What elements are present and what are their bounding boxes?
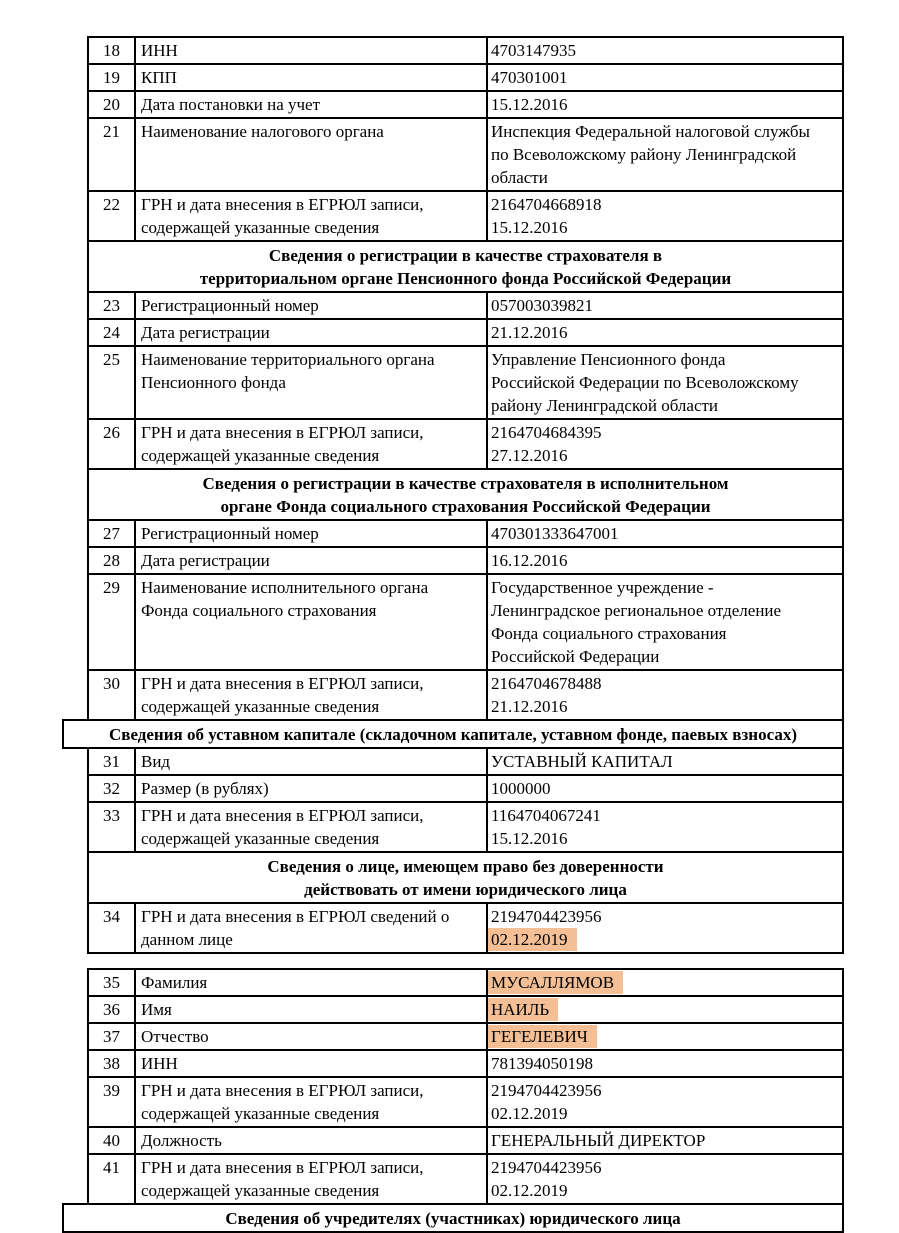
field-name-line: Размер (в рублях) [141, 779, 269, 798]
field-name-cell [136, 320, 488, 345]
value-cell [488, 776, 842, 801]
value-line: 470301001 [491, 68, 568, 87]
value-cell [488, 1024, 842, 1049]
section-header [62, 719, 844, 749]
value-line: 2164704668918 [491, 195, 602, 214]
field-name-line: КПП [141, 68, 177, 87]
row-number-cell: 23 [89, 293, 136, 318]
row-number-cell: 31 [89, 749, 136, 774]
table-section [87, 749, 844, 853]
value-line [491, 1025, 839, 1048]
value-cell [488, 119, 842, 190]
table-row [89, 997, 842, 1024]
value-line: 27.12.2016 [491, 446, 568, 465]
value-line: 15.12.2016 [491, 218, 568, 237]
table-row [89, 671, 842, 721]
table-row [89, 776, 842, 803]
section-header [87, 853, 844, 904]
field-name-line: ГРН и дата внесения в ЕГРЮЛ записи, [141, 1158, 424, 1177]
value-cell [488, 1155, 842, 1203]
row-number-cell: 26 [89, 420, 136, 468]
row-number-cell: 21 [89, 119, 136, 190]
table-row [89, 548, 842, 575]
row-number-cell: 33 [89, 803, 136, 851]
field-name-cell [136, 671, 488, 719]
value-line: области [491, 168, 548, 187]
field-name-cell [136, 749, 488, 774]
row-number-cell: 36 [89, 997, 136, 1022]
field-name-cell [136, 521, 488, 546]
field-name-line: ГРН и дата внесения в ЕГРЮЛ записи, [141, 674, 424, 693]
value-cell [488, 65, 842, 90]
value-line: 2194704423956 [491, 1081, 602, 1100]
field-name-line: ГРН и дата внесения в ЕГРЮЛ записи, [141, 806, 424, 825]
field-name-cell [136, 293, 488, 318]
field-name-line: Регистрационный номер [141, 296, 319, 315]
value-line: 470301333647001 [491, 524, 619, 543]
section-header-line: Сведения о регистрации в качестве страхователя в [268, 246, 663, 265]
field-name-cell [136, 92, 488, 117]
field-name-line: содержащей указанные сведения [141, 218, 380, 237]
field-name-cell [136, 65, 488, 90]
row-number-cell: 18 [89, 38, 136, 63]
value-cell [488, 575, 842, 669]
value-line: Инспекция Федеральной налоговой службы [491, 122, 810, 141]
table-row [89, 65, 842, 92]
highlighted-value: НАИЛЬ [488, 998, 558, 1021]
row-number-cell: 20 [89, 92, 136, 117]
value-cell [488, 548, 842, 573]
table-row [89, 749, 842, 776]
field-name-line: ГРН и дата внесения в ЕГРЮЛ записи, [141, 423, 424, 442]
field-name-line: ГРН и дата внесения в ЕГРЮЛ сведений о [141, 907, 450, 926]
value-line: 21.12.2016 [491, 697, 568, 716]
table-row [89, 1155, 842, 1205]
field-name-cell [136, 803, 488, 851]
value-line: 057003039821 [491, 296, 593, 315]
field-name-cell [136, 1024, 488, 1049]
value-line: 02.12.2019 [491, 1104, 568, 1123]
field-name-line: содержащей указанные сведения [141, 829, 380, 848]
value-line: 2164704678488 [491, 674, 602, 693]
table-row [89, 521, 842, 548]
row-number-cell: 32 [89, 776, 136, 801]
value-line: 2164704684395 [491, 423, 602, 442]
value-cell [488, 192, 842, 240]
table-section [87, 521, 844, 721]
value-cell [488, 970, 842, 995]
table-row [89, 320, 842, 347]
value-cell [488, 1128, 842, 1153]
value-line: Российской Федерации по Всеволожскому [491, 373, 799, 392]
row-number-cell: 38 [89, 1051, 136, 1076]
field-name-cell [136, 119, 488, 190]
field-name-cell [136, 970, 488, 995]
field-name-line: Наименование территориального органа [141, 350, 435, 369]
value-line [491, 998, 839, 1021]
value-line: Фонда социального страхования [491, 624, 727, 643]
table-row [89, 38, 842, 65]
section-header-line: Сведения о регистрации в качестве страхователя в исполнительном [202, 474, 729, 493]
table-row [89, 803, 842, 853]
field-name-line: Наименование исполнительного органа [141, 578, 429, 597]
value-line: 1164704067241 [491, 806, 601, 825]
value-line: району Ленинградской области [491, 396, 719, 415]
field-name-cell [136, 347, 488, 418]
value-cell [488, 997, 842, 1022]
row-number-cell: 28 [89, 548, 136, 573]
row-number-cell: 24 [89, 320, 136, 345]
row-number-cell: 25 [89, 347, 136, 418]
highlighted-value: МУСАЛЛЯМОВ [488, 971, 623, 994]
section-header-line: органе Фонда социального страхования Российской Федерации [220, 497, 711, 516]
highlighted-value: ГЕГЕЛЕВИЧ [488, 1025, 597, 1048]
field-name-line: ГРН и дата внесения в ЕГРЮЛ записи, [141, 1081, 424, 1100]
value-line: 15.12.2016 [491, 829, 568, 848]
table-section [87, 968, 844, 1205]
value-cell [488, 92, 842, 117]
value-line: по Всеволожскому району Ленинградской [491, 145, 797, 164]
field-name-cell [136, 1128, 488, 1153]
value-cell [488, 521, 842, 546]
field-name-cell [136, 1051, 488, 1076]
row-number-cell: 37 [89, 1024, 136, 1049]
field-name-line: Отчество [141, 1027, 209, 1046]
field-name-line: Имя [141, 1000, 172, 1019]
field-name-cell [136, 1155, 488, 1203]
value-cell [488, 904, 842, 952]
row-number-cell: 39 [89, 1078, 136, 1126]
field-name-cell [136, 548, 488, 573]
row-number-cell: 27 [89, 521, 136, 546]
field-name-line: содержащей указанные сведения [141, 1104, 380, 1123]
table-row [89, 970, 842, 997]
field-name-line: Дата регистрации [141, 323, 270, 342]
value-cell [488, 38, 842, 63]
field-name-cell [136, 192, 488, 240]
field-name-line: Фамилия [141, 973, 208, 992]
section-header-line: Сведения об уставном капитале (складочном капитале, уставном фонде, паевых взносах) [108, 725, 798, 744]
field-name-line: Пенсионного фонда [141, 373, 286, 392]
value-line: 16.12.2016 [491, 551, 568, 570]
table-row [89, 1024, 842, 1051]
value-line: 4703147935 [491, 41, 576, 60]
field-name-cell [136, 420, 488, 468]
table-section [87, 36, 844, 242]
field-name-line: ГРН и дата внесения в ЕГРЮЛ записи, [141, 195, 424, 214]
value-line: 2194704423956 [491, 1158, 602, 1177]
row-number-cell: 40 [89, 1128, 136, 1153]
value-cell [488, 749, 842, 774]
value-cell [488, 671, 842, 719]
value-cell [488, 1051, 842, 1076]
value-line: Государственное учреждение - [491, 578, 714, 597]
row-number-cell: 29 [89, 575, 136, 669]
field-name-line: содержащей указанные сведения [141, 1181, 380, 1200]
value-line: Российской Федерации [491, 647, 660, 666]
table-row [89, 1051, 842, 1078]
value-line: 21.12.2016 [491, 323, 568, 342]
field-name-cell [136, 1078, 488, 1126]
table-row [89, 119, 842, 192]
table-row [89, 293, 842, 320]
table-row [89, 420, 842, 470]
value-cell [488, 320, 842, 345]
value-cell [488, 420, 842, 468]
table-gap [87, 954, 844, 968]
value-cell [488, 293, 842, 318]
section-header [62, 1203, 844, 1233]
field-name-line: Фонда социального страхования [141, 601, 377, 620]
value-line [491, 928, 839, 951]
value-line: Управление Пенсионного фонда [491, 350, 726, 369]
value-line: 781394050198 [491, 1054, 593, 1073]
row-number-cell: 30 [89, 671, 136, 719]
field-name-cell [136, 38, 488, 63]
field-name-line: Должность [141, 1131, 222, 1150]
value-line [491, 971, 839, 994]
table-row [89, 347, 842, 420]
field-name-line: данном лице [141, 930, 233, 949]
value-line: УСТАВНЫЙ КАПИТАЛ [491, 752, 673, 771]
field-name-cell [136, 904, 488, 952]
value-line: Ленинградское региональное отделение [491, 601, 782, 620]
field-name-line: содержащей указанные сведения [141, 697, 380, 716]
table-row [89, 904, 842, 954]
field-name-line: содержащей указанные сведения [141, 446, 380, 465]
section-header [87, 470, 844, 521]
section-header-line: Сведения о лице, имеющем право без доверенности [267, 857, 664, 876]
value-line: 2194704423956 [491, 907, 602, 926]
table-section [87, 293, 844, 470]
field-name-line: Вид [141, 752, 171, 771]
value-cell [488, 1078, 842, 1126]
row-number-cell: 22 [89, 192, 136, 240]
field-name-cell [136, 997, 488, 1022]
field-name-line: ИНН [141, 1054, 178, 1073]
field-name-line: Дата постановки на учет [141, 95, 321, 114]
table-row [89, 1128, 842, 1155]
section-header-line: Сведения об учредителях (участниках) юридического лица [225, 1209, 681, 1228]
field-name-cell [136, 575, 488, 669]
value-line: 15.12.2016 [491, 95, 568, 114]
table-section [87, 904, 844, 954]
table-row [89, 192, 842, 242]
table-row [89, 575, 842, 671]
value-line: 1000000 [491, 779, 551, 798]
field-name-line: ИНН [141, 41, 178, 60]
row-number-cell: 19 [89, 65, 136, 90]
section-header-line: действовать от имени юридического лица [304, 880, 627, 899]
table-row [89, 92, 842, 119]
row-number-cell: 35 [89, 970, 136, 995]
value-cell [488, 803, 842, 851]
section-header-line: территориальном органе Пенсионного фонда Российской Федерации [199, 269, 732, 288]
field-name-line: Дата регистрации [141, 551, 270, 570]
value-cell [488, 347, 842, 418]
row-number-cell: 41 [89, 1155, 136, 1203]
value-line: 02.12.2019 [491, 1181, 568, 1200]
field-name-line: Наименование налогового органа [141, 122, 384, 141]
highlighted-value: 02.12.2019 [488, 928, 577, 951]
row-number-cell: 34 [89, 904, 136, 952]
section-header [87, 242, 844, 293]
value-line: ГЕНЕРАЛЬНЫЙ ДИРЕКТОР [491, 1131, 706, 1150]
field-name-cell [136, 776, 488, 801]
table-row [89, 1078, 842, 1128]
field-name-line: Регистрационный номер [141, 524, 319, 543]
registry-table [87, 36, 844, 1233]
